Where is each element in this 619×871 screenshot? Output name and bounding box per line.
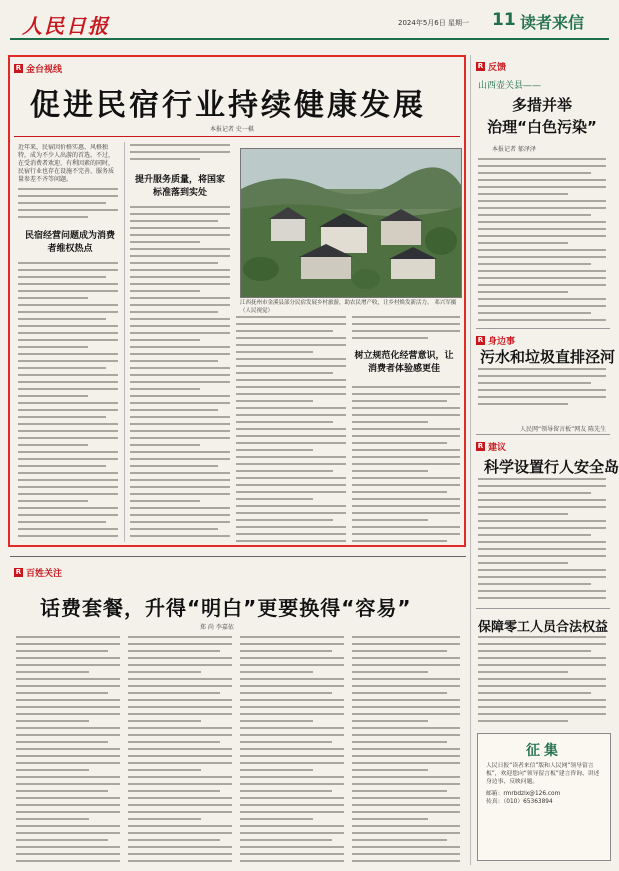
- feature-column-2a: [130, 144, 230, 166]
- tag-r-icon: R: [477, 62, 484, 70]
- feature-subhead-3: 树立规范化经营意识，让消费者体验感更佳: [354, 351, 454, 374]
- bottom-column-2: [128, 636, 232, 864]
- jianyi-headline: 科学设置行人安全岛: [484, 458, 619, 476]
- biansh-headline: 污水和垃圾直排泾河: [480, 348, 616, 366]
- bottom-column-4: [352, 636, 460, 864]
- tag-r-icon: R: [477, 442, 484, 450]
- tag-r-icon: R: [15, 568, 22, 576]
- lingong-body: [478, 636, 606, 728]
- submissions-text: 人民日报“读者来信”版和人民网“领导留言板”，欢迎您向“领导留言板”建言咨询、讲述身边事、反映问题。 邮箱：rmrbdzlx@126.com 传真：（010）65363894: [486, 762, 604, 806]
- feature-column-1b: [18, 262, 118, 542]
- feedback-byline: 本报记者 郁泽泽: [492, 146, 536, 153]
- feature-tag: R 金台视线: [15, 64, 63, 75]
- feature-subhead-1: 民宿经营问题成为消费者维权热点: [24, 231, 115, 254]
- submissions-fax: 传真：（010）65363894: [486, 799, 553, 805]
- feature-byline: 本报记者 史一棋: [210, 126, 254, 133]
- newspaper-logo: 人民日报: [22, 14, 110, 38]
- feature-lead: 近年来，民宿因价格实惠、风格独特，成为不少人出游的首选。不过，在受消费者欢迎、有利因素的同时，民宿行业也存在设施不完善、服务质量参差不齐等问题。: [18, 144, 115, 183]
- feature-photo: [240, 148, 462, 298]
- biansh-tag: R 身边事: [477, 336, 516, 347]
- village-landscape-image: [241, 149, 461, 297]
- bottom-divider: [10, 556, 466, 557]
- jianyi-body: [478, 478, 606, 604]
- feature-column-1: [18, 188, 118, 228]
- right-divider-2: [476, 434, 610, 435]
- section-title: 读者来信: [520, 13, 585, 32]
- feedback-location: 山西壶关县——: [478, 81, 542, 91]
- feedback-body: [478, 158, 606, 322]
- feature-column-3: [236, 316, 346, 542]
- page-number: 11: [492, 10, 516, 30]
- bottom-column-1: [16, 636, 120, 864]
- feature-subhead-2: 提升服务质量，将国家标准落到实处: [134, 175, 225, 198]
- lingong-headline: 保障零工人员合法权益: [478, 620, 609, 635]
- tag-r-icon: R: [477, 336, 484, 344]
- feature-column-2b: [130, 206, 230, 542]
- submissions-box: [477, 733, 611, 861]
- photo-caption: 江西抚州市金溪县部分民宿发展乡村旅游，助农民增产收，让乡村焕发新活力。 邓兴军摄（人民视觉）: [240, 300, 457, 314]
- feedback-tag: R 反馈: [477, 62, 507, 73]
- feature-column-4a: [352, 316, 460, 346]
- bottom-headline: 话费套餐，升得“明白”更要换得“容易”: [40, 596, 412, 620]
- jianyi-tag: R 建议: [477, 442, 507, 453]
- tag-r-icon: R: [15, 64, 22, 72]
- right-divider-3: [476, 608, 610, 609]
- feedback-headline: 多措并举 治理“白色污染”: [487, 96, 597, 136]
- bottom-column-3: [240, 636, 344, 864]
- feature-headline: 促进民宿行业持续健康发展: [30, 88, 426, 123]
- feature-column-4b: [352, 386, 460, 542]
- feature-divider: [14, 136, 460, 137]
- biansh-body: [478, 368, 606, 418]
- masthead-rule: [10, 38, 609, 40]
- bottom-byline: 郑 尚 李嘉依: [200, 624, 234, 631]
- biansh-byline: 人民网“领导留言板”网友 陈先生: [520, 426, 607, 433]
- submissions-title: 征集: [526, 743, 562, 759]
- right-divider-1: [476, 328, 610, 329]
- issue-date: 2024年5月6日 星期一: [398, 19, 469, 27]
- column-rule: [124, 142, 125, 542]
- submissions-email: 邮箱：rmrbdzlx@126.com: [486, 791, 561, 797]
- bottom-tag: R 百姓关注: [15, 568, 63, 579]
- right-column-rule: [470, 55, 471, 865]
